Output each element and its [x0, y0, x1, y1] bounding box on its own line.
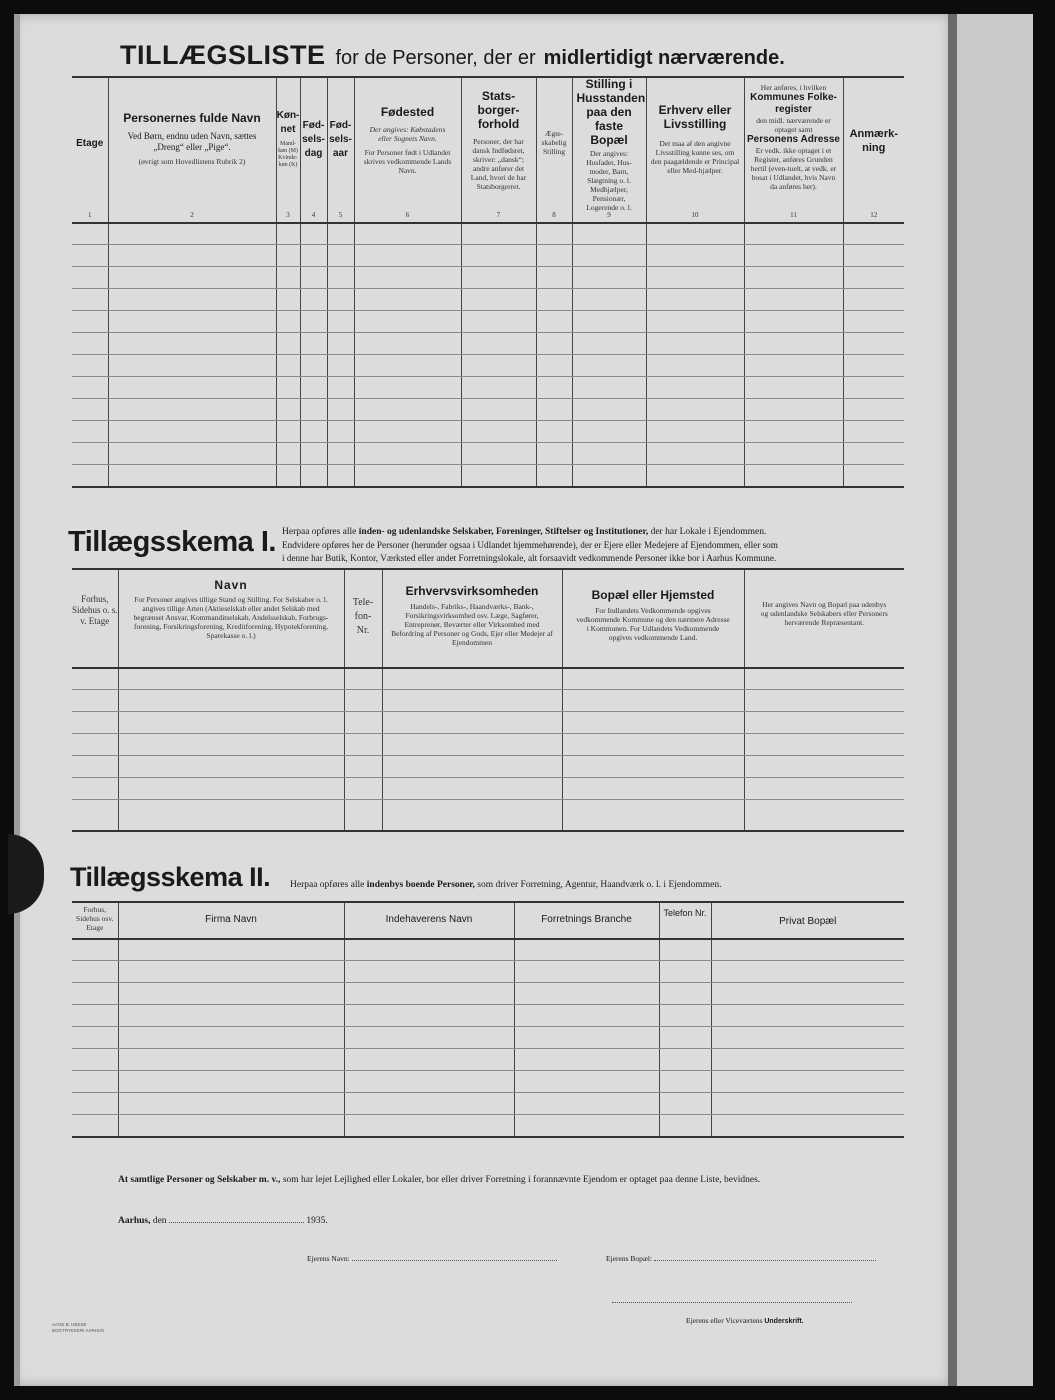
col-foedselsdag: Fød-sels-dag 4 [300, 77, 327, 222]
page-edge [14, 14, 20, 1386]
col-etage: Etage 1 [76, 138, 104, 219]
owner-name-line [307, 1254, 557, 1263]
col-anmaerkning: Anmærk-ning 12 [843, 77, 904, 222]
skema1-title: Tillægsskema I. [68, 526, 276, 558]
skema2-header-rule [72, 938, 904, 940]
s1-col-etage: Forhus, Sidehus o. s. v. Etage [72, 594, 118, 626]
page-title [120, 40, 785, 71]
s2-col-firma: Firma Navn [118, 903, 344, 939]
s1-col-bopael: Bopæl eller Hjemsted For Indlandets Vedkommende opgives vedkommende Kommune og den nærmere Adresse i Kommunen. For Udlandets Vedkommende opgives vedkommende Land. [562, 570, 744, 667]
s2-col-branche: Forretnings Branche [514, 903, 659, 939]
owner-address-field[interactable] [654, 1260, 876, 1261]
s2-col-privat-bopael: Privat Bopæl [711, 903, 904, 939]
owner-name-label: Ejerens Navn: [307, 1254, 350, 1263]
s1-col-telefon: Tele-fon-Nr. [344, 570, 382, 667]
skema2-intro: Herpaa opføres alle indenbys boende Personer, som driver Forretning, Agentur, Haandværk o. l. i Ejendommen. [290, 880, 722, 890]
s1-col-navn: Navn For Personer angives tillige Stand og Stilling. For Selskaber o. l. angives tillige Arten (Aktieselskab eller andet Selskab med begrænset Ansvar, Kommanditselskab, Andelsselskab, Forbrugs-forening, Forsikringsforening, Kreditforening, Hypotekforening, Sparekasse o. l.) [118, 570, 344, 667]
liste-bottom-rule [72, 486, 904, 488]
liste-header-rule [72, 222, 904, 224]
skema2-body[interactable] [72, 939, 904, 1137]
owner-address-label: Ejerens Bopæl: [606, 1254, 653, 1263]
s2-col-indehaver: Indehaverens Navn [344, 903, 514, 939]
signature-field[interactable] [612, 1302, 852, 1303]
liste-table [72, 77, 904, 486]
col-statsborger: Stats-borger-forhold Personer, der har dansk Indfødsret, skriver: „dansk“; andre anfører det Land, hvori de har Statsborgerret. 7 [461, 77, 536, 222]
title-sub1: for de Personer, der er [335, 47, 536, 69]
skema1-header-rule [72, 667, 904, 669]
date-field[interactable] [169, 1222, 304, 1223]
s1-col-repraesentant: Her angives Navn og Bopæl paa udenbys og udenlandske Selskabers eller Personers herværende Repræsentant. [744, 570, 904, 667]
place: Aarhus, [118, 1216, 151, 1226]
signature-label: Ejerens eller Viceværtens Underskrift. [686, 1316, 804, 1325]
col-foedested: Fødested Der angives: Købstadens eller Sognets Navn. For Personer født i Udlandet skrives vedkommende Lands Navn. 6 [354, 77, 461, 222]
s1-col-erhverv: Erhvervsvirksomheden Handels-, Fabriks-, Haandværks-, Bank-, Forsikringsvirksomhed osv. Læge, Sagfører, Entreprenør, Beværter eller Virksomhed med Befordring af Personer og Gods, Ejer eller Medejer af Ejendommen [382, 570, 562, 667]
col-erhverv: Erhverv eller Livsstilling Det maa af den angivne Livsstilling kunne ses, om den paagældende er Principal eller Med-hjælper. 10 [646, 77, 744, 222]
col-aegteskab: Ægte-skabelig Stilling 8 [536, 77, 572, 222]
col-stilling-husstand: Stilling i Husstanden paa den faste Bopæl Der angives: Husfader, Hus-moder, Barn, Slægtning o. l. Medhjælper, Pensionær, Logerende o. l. 9 [572, 77, 646, 222]
s2-col-etage: Forhus, Sidehus osv. Etage [76, 905, 114, 932]
col-foedselsaar: Fød-sels-aar 5 [327, 77, 354, 222]
skema2-title: Tillægsskema II. [70, 862, 271, 892]
skema2-bottom-rule [72, 1136, 904, 1138]
owner-name-field[interactable] [352, 1260, 557, 1261]
owner-address-line [606, 1254, 876, 1263]
col-folkeregister: Her anføres, i hvilken Kommunes Folke-register den midl. nærværende er optaget samt Personens Adresse Er vedk. ikke optaget i et Register, anføres Grunden hertil (even-tuelt, at vedk. er bosat i Udlandet, hvis Navn da anføres her). 11 [744, 77, 843, 222]
skema1-intro: Herpaa opføres alle inden- og udenlandske Selskaber, Foreninger, Stiftelser og Institutioner, der har Lokale i Ejendommen. Endvidere opføres her de Personer (herunder ogsaa i Udlandet hjemmehørende), der er Ejere eller Medejere af Ejendommen, eller som i denne har Butik, Kontor, Værksted eller andet Forretningslokale, alt forsaavidt vedkommende Personer ikke bor i Aarhus Kommune. [282, 527, 778, 563]
title-sub2: midlertidigt nærværende. [543, 47, 785, 69]
den-label: den [152, 1216, 167, 1226]
title-main: TILLÆGSLISTE [120, 40, 326, 70]
skema1-table [72, 570, 904, 830]
s2-col-telefon: Telefon Nr. [659, 903, 711, 939]
place-date-line [118, 1216, 328, 1226]
col-koennet: Køn-net Mand-køn (M) Kvinde-køn (K) 3 [276, 77, 300, 222]
skema1-body[interactable] [72, 667, 904, 830]
col-navn: Personernes fulde Navn Ved Børn, endnu uden Navn, sættes „Dreng“ eller „Pige“. (øvrigt som Hovedlistens Rubrik 2) 2 [108, 77, 276, 222]
printer-note: AAGE B. HEESE BOGTRYKKERI AARHUS [52, 1322, 105, 1333]
year: 1935. [306, 1216, 328, 1226]
next-page-strip [957, 14, 1033, 1386]
skema1-bottom-rule [72, 830, 904, 832]
certification-text: At samtlige Personer og Selskaber m. v., som har lejet Lejlighed eller Lokaler, bor eller driver Forretning i forannævnte Ejendom er optaget paa denne Liste, bevidnes. [118, 1175, 761, 1185]
